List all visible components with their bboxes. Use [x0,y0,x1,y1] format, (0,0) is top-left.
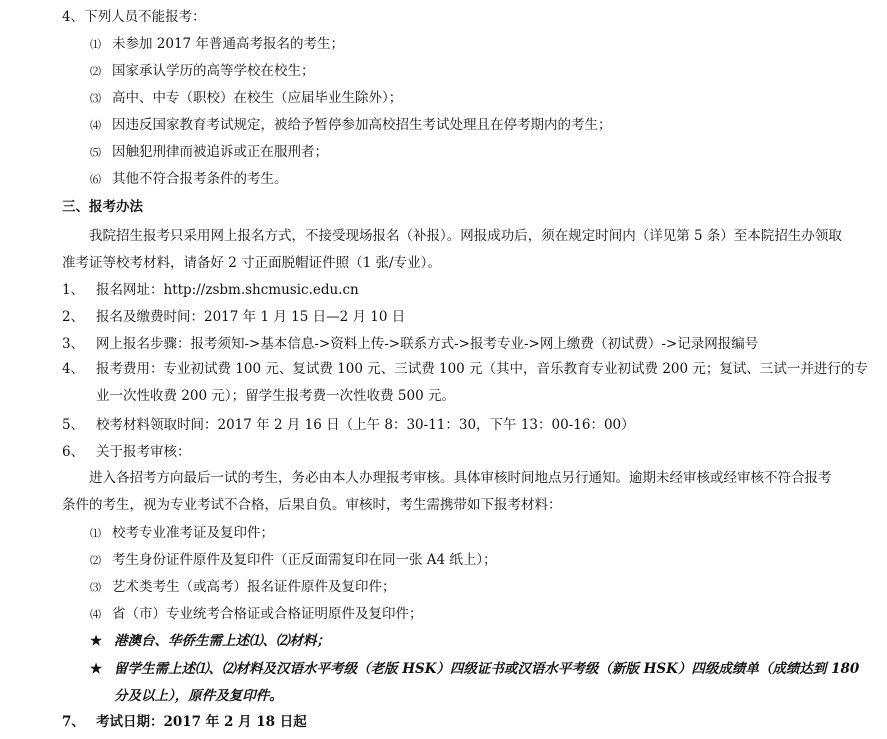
item-number: ⑵ [90,554,101,567]
item-text: 报名网址：http://zsbm.shcmusic.edu.cn [96,282,359,298]
item-number: ⑶ [90,92,101,105]
item-number: 2、 [62,309,85,325]
item-number: ⑹ [90,173,101,186]
numbered-item-7 [62,712,307,732]
item-text: 报考费用：专业初试费 100 元、复试费 100 元、三试费 100 元（其中，音乐教育专业初试费 200 元；复试、三试一并进行的专业一次性收费 200 元）；留学生报考费一次性收费 500 元。 [96,361,868,404]
list-item [90,34,344,55]
item-text: 关于报考审核： [96,444,191,460]
material-item [90,550,497,571]
item-number: 4、 [62,361,85,377]
item-text: 未参加 2017 年普通高考报名的考生； [112,36,344,52]
item-number: ⑶ [90,581,101,594]
item-text: 港澳台、华侨生需上述⑴、⑵材料； [114,633,330,649]
item-text: 其他不符合报考条件的考生。 [112,171,288,187]
numbered-item-5 [62,415,635,435]
numbered-item-3 [62,334,758,354]
intro-paragraph: 我院招生报考只采用网上报名方式，不接受现场报名（补报）。网报成功后，须在规定时间内（详见第 5 条）至本院招生办领取准考证等校考材料，请备好 2 寸正面脱帽证件照（1 张/专业）。 [62,228,842,271]
item-number: ⑴ [90,527,101,540]
review-paragraph: 进入各招考方向最后一试的考生，务必由本人办理报考审核。具体审核时间地点另行通知。逾期未经审核或经审核不符合报考条件的考生，视为专业考试不合格，后果自负。审核时，考生需携带如下报考材料： [62,470,832,513]
numbered-item-1 [62,280,359,300]
item-text: 考生身份证件原件及复印件（正反面需复印在同一张 A4 纸上）； [112,552,497,568]
material-item [90,577,396,598]
section-3-heading: 三、报考办法 [62,199,143,215]
item-number: ⑵ [90,65,101,78]
item-number: ⑸ [90,146,101,159]
item-text: 考试日期：2017 年 2 月 18 日起 [96,714,307,730]
list-item [90,142,328,163]
item-text: 因违反国家教育考试规定，被给予暂停参加高校招生考试处理且在停考期内的考生； [112,117,612,133]
item-text: 网上报名步骤：报考须知->基本信息->资料上传->联系方式->报考专业->网上缴费（初试费）->记录网报编号 [96,336,759,352]
list-item [90,61,315,82]
section-4-title: 4、下列人员不能报考： [62,9,206,25]
list-item [90,169,288,190]
item-text: 艺术类考生（或高考）报名证件原件及复印件； [112,579,396,595]
item-text: 留学生需上述⑴、⑵材料及汉语水平考级（老版 HSK）四级证书或汉语水平考级（新版 HSK）四级成绩单（成绩达到 180 分及以上），原件及复印件。 [114,661,860,704]
star-item [90,628,864,655]
item-number: 5、 [62,417,85,433]
numbered-item-2 [62,307,405,327]
item-text: 国家承认学历的高等学校在校生； [112,63,315,79]
item-number: 7、 [62,714,85,730]
star-icon: ★ [90,633,103,649]
item-text: 因触犯刑律而被追诉或正在服刑者； [112,144,328,160]
list-item [90,88,402,109]
item-text: 校考专业准考证及复印件； [112,525,274,541]
list-item [90,115,612,136]
item-number: ⑷ [90,119,101,132]
material-item [90,604,423,625]
item-text: 报名及缴费时间：2017 年 1 月 15 日—2 月 10 日 [96,309,406,325]
item-number: ⑷ [90,608,101,621]
item-number: 3、 [62,336,85,352]
star-item [90,656,864,710]
item-number: 6、 [62,444,85,460]
material-item [90,523,274,544]
numbered-item-4 [62,356,876,410]
item-text: 省（市）专业统考合格证或合格证明原件及复印件； [112,606,423,622]
item-number: 1、 [62,282,85,298]
star-icon: ★ [90,661,103,677]
numbered-item-6 [62,442,191,462]
item-text: 校考材料领取时间：2017 年 2 月 16 日（上午 8：30-11：30，下午 13：00-16：00） [96,417,635,433]
item-text: 高中、中专（职校）在校生（应届毕业生除外）； [112,90,403,106]
item-number: ⑴ [90,38,101,51]
